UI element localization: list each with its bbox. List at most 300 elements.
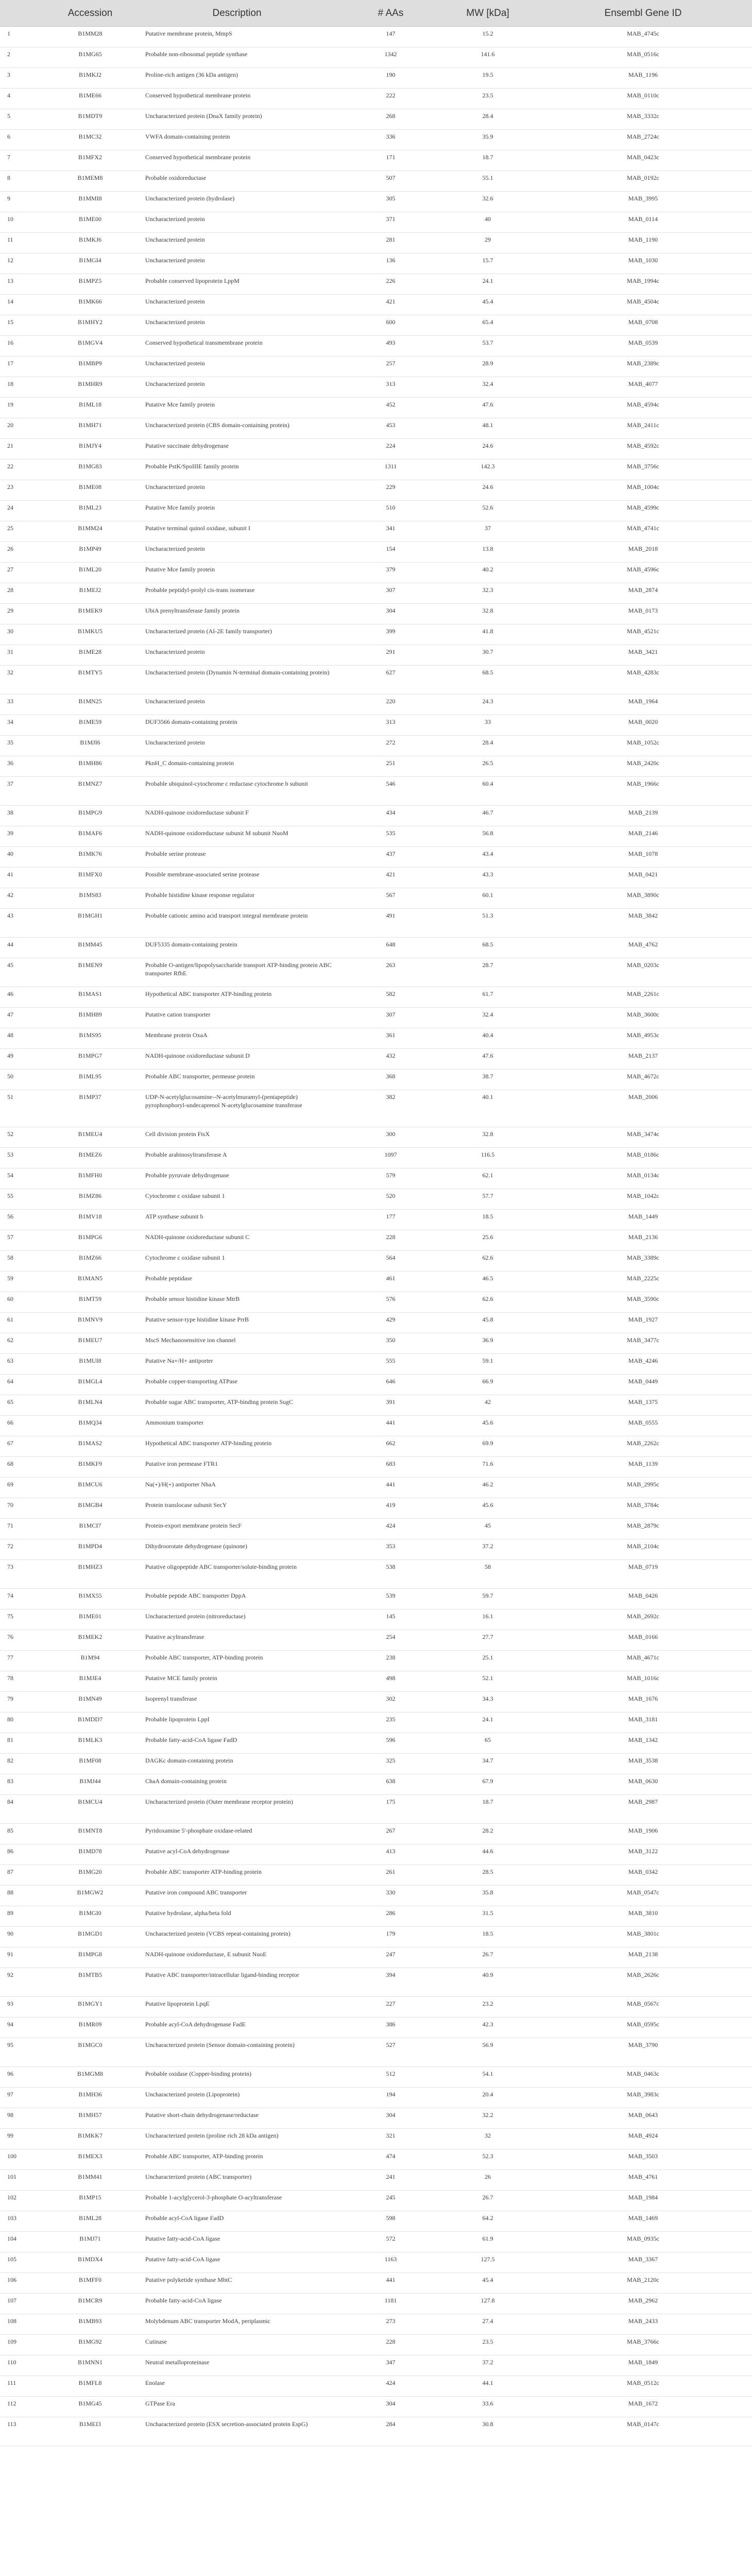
table-row xyxy=(0,1795,752,1824)
accession-cell: B1MAS1 xyxy=(46,987,134,1008)
row-index: 16 xyxy=(0,336,46,357)
description-cell: Molybdenum ABC transporter ModA, periplasmic xyxy=(134,2314,340,2335)
mw-cell: 26 xyxy=(441,2170,534,2191)
aas-cell: 261 xyxy=(340,1865,441,1886)
accession-cell: B1MEN9 xyxy=(46,958,134,987)
table-row xyxy=(0,1028,752,1049)
table-row xyxy=(0,501,752,521)
description-cell: NADH-quinone oxidoreductase subunit C xyxy=(134,1230,340,1251)
table-row xyxy=(0,2211,752,2232)
accession-cell: B1MEU4 xyxy=(46,1127,134,1148)
accession-cell: B1MAS2 xyxy=(46,1436,134,1457)
mw-cell: 34.3 xyxy=(441,1692,534,1713)
description-cell: Possible membrane-associated serine protease xyxy=(134,868,340,888)
gene-id-cell: MAB_3503 xyxy=(534,2149,752,2170)
accession-cell: B1MD78 xyxy=(46,1844,134,1865)
gene-id-cell: MAB_2136 xyxy=(534,1230,752,1251)
accession-cell: B1MP49 xyxy=(46,542,134,563)
row-index: 112 xyxy=(0,2397,46,2417)
accession-cell: B1ME59 xyxy=(46,715,134,736)
row-index: 13 xyxy=(0,274,46,295)
aas-cell: 683 xyxy=(340,1457,441,1478)
gene-id-cell: MAB_0421 xyxy=(534,868,752,888)
mw-cell: 127.5 xyxy=(441,2252,534,2273)
row-index: 53 xyxy=(0,1148,46,1168)
accession-cell: B1MZ86 xyxy=(46,1189,134,1210)
row-index: 99 xyxy=(0,2129,46,2149)
table-row xyxy=(0,1947,752,1968)
accession-cell: B1MGH1 xyxy=(46,909,134,938)
gene-id-cell: MAB_0719 xyxy=(534,1560,752,1589)
description-cell: Cell division protein FtsX xyxy=(134,1127,340,1148)
table-row xyxy=(0,1210,752,1230)
row-index: 70 xyxy=(0,1498,46,1519)
aas-cell: 1163 xyxy=(340,2252,441,2273)
row-index: 23 xyxy=(0,480,46,501)
description-cell: Probable 1-acylglycerol-3-phosphate O-acyltransferase xyxy=(134,2191,340,2211)
mw-cell: 52.1 xyxy=(441,1671,534,1692)
mw-cell: 44.1 xyxy=(441,2376,534,2397)
accession-cell: B1MGD1 xyxy=(46,1927,134,1947)
mw-cell: 62.1 xyxy=(441,1168,534,1189)
gene-id-cell: MAB_2995c xyxy=(534,1478,752,1498)
mw-cell: 32.2 xyxy=(441,2108,534,2129)
description-cell: Putative sensor-type histidine kinase PrrB xyxy=(134,1313,340,1333)
aas-cell: 662 xyxy=(340,1436,441,1457)
row-index: 104 xyxy=(0,2232,46,2252)
mw-cell: 65.4 xyxy=(441,315,534,336)
table-row xyxy=(0,1692,752,1713)
row-index: 51 xyxy=(0,1090,46,1127)
table-row xyxy=(0,624,752,645)
gene-id-cell: MAB_2225c xyxy=(534,1272,752,1292)
gene-id-cell: MAB_3756c xyxy=(534,460,752,480)
table-row xyxy=(0,694,752,715)
aas-cell: 1342 xyxy=(340,47,441,68)
accession-cell: B1MHY2 xyxy=(46,315,134,336)
mw-cell: 42.3 xyxy=(441,2018,534,2038)
gene-id-cell: MAB_4521c xyxy=(534,624,752,645)
aas-cell: 136 xyxy=(340,253,441,274)
accession-cell: B1MFL8 xyxy=(46,2376,134,2397)
description-cell: Uncharacterized protein xyxy=(134,315,340,336)
accession-cell: B1MNT8 xyxy=(46,1824,134,1844)
aas-cell: 281 xyxy=(340,233,441,253)
table-row xyxy=(0,212,752,233)
table-row xyxy=(0,756,752,777)
row-index: 97 xyxy=(0,2088,46,2108)
aas-cell: 353 xyxy=(340,1539,441,1560)
row-index: 71 xyxy=(0,1519,46,1539)
mw-cell: 44.6 xyxy=(441,1844,534,1865)
mw-cell: 32.4 xyxy=(441,377,534,398)
table-row xyxy=(0,736,752,756)
description-cell: Putative iron permease FTR1 xyxy=(134,1457,340,1478)
row-index: 28 xyxy=(0,583,46,604)
description-cell: UbiA prenyltransferase family protein xyxy=(134,604,340,624)
gene-id-cell: MAB_0516c xyxy=(534,47,752,68)
gene-id-cell: MAB_4592c xyxy=(534,439,752,460)
header-gene-id: Ensembl Gene ID xyxy=(534,0,752,27)
table-row xyxy=(0,1272,752,1292)
table-row xyxy=(0,563,752,583)
row-index: 62 xyxy=(0,1333,46,1354)
description-cell: Putative Na+/H+ antiporter xyxy=(134,1354,340,1375)
aas-cell: 229 xyxy=(340,480,441,501)
gene-id-cell: MAB_1375 xyxy=(534,1395,752,1416)
table-header xyxy=(0,0,752,27)
mw-cell: 28.5 xyxy=(441,1865,534,1886)
gene-id-cell: MAB_1016c xyxy=(534,1671,752,1692)
description-cell: Uncharacterized protein xyxy=(134,542,340,563)
aas-cell: 638 xyxy=(340,1774,441,1795)
table-row xyxy=(0,171,752,192)
accession-cell: B1MFF0 xyxy=(46,2273,134,2294)
mw-cell: 15.7 xyxy=(441,253,534,274)
table-row xyxy=(0,2376,752,2397)
aas-cell: 368 xyxy=(340,1070,441,1090)
description-cell: Uncharacterized protein (ESX secretion-associated protein EspG) xyxy=(134,2417,340,2446)
table-row xyxy=(0,521,752,542)
table-row xyxy=(0,1927,752,1947)
description-cell: Isoprenyl transferase xyxy=(134,1692,340,1713)
table-row xyxy=(0,89,752,109)
description-cell: Putative oligopeptide ABC transporter/solute-binding protein xyxy=(134,1560,340,1589)
accession-cell: B1ME01 xyxy=(46,1609,134,1630)
description-cell: Ammonium transporter xyxy=(134,1416,340,1436)
mw-cell: 24.1 xyxy=(441,1713,534,1733)
gene-id-cell: MAB_4671c xyxy=(534,1651,752,1671)
description-cell: Probable cationic amino acid transport integral membrane protein xyxy=(134,909,340,938)
gene-id-cell: MAB_3766c xyxy=(534,2335,752,2355)
aas-cell: 441 xyxy=(340,1416,441,1436)
mw-cell: 28.9 xyxy=(441,357,534,377)
accession-cell: B1MN25 xyxy=(46,694,134,715)
mw-cell: 59.7 xyxy=(441,1589,534,1609)
row-index: 108 xyxy=(0,2314,46,2335)
mw-cell: 32.8 xyxy=(441,1127,534,1148)
aas-cell: 421 xyxy=(340,295,441,315)
row-index: 14 xyxy=(0,295,46,315)
mw-cell: 54.1 xyxy=(441,2067,534,2088)
description-cell: Putative fatty-acid-CoA ligase xyxy=(134,2232,340,2252)
table-row xyxy=(0,2273,752,2294)
row-index: 42 xyxy=(0,888,46,909)
gene-id-cell: MAB_0114 xyxy=(534,212,752,233)
aas-cell: 245 xyxy=(340,2191,441,2211)
row-index: 44 xyxy=(0,938,46,958)
mw-cell: 30.7 xyxy=(441,645,534,666)
aas-cell: 222 xyxy=(340,89,441,109)
gene-id-cell: MAB_0166 xyxy=(534,1630,752,1651)
accession-cell: B1MH36 xyxy=(46,2088,134,2108)
table-row xyxy=(0,2149,752,2170)
gene-id-cell: MAB_2104c xyxy=(534,1539,752,1560)
aas-cell: 432 xyxy=(340,1049,441,1070)
gene-id-cell: MAB_4672c xyxy=(534,1070,752,1090)
accession-cell: B1MEK2 xyxy=(46,1630,134,1651)
description-cell: Probable peptidyl-prolyl cis-trans isomerase xyxy=(134,583,340,604)
description-cell: Neutral metalloproteinase xyxy=(134,2355,340,2376)
row-index: 59 xyxy=(0,1272,46,1292)
table-row xyxy=(0,1313,752,1333)
row-index: 89 xyxy=(0,1906,46,1927)
table-row xyxy=(0,1354,752,1375)
gene-id-cell: MAB_2137 xyxy=(534,1049,752,1070)
row-index: 46 xyxy=(0,987,46,1008)
gene-id-cell: MAB_2006 xyxy=(534,1090,752,1127)
aas-cell: 382 xyxy=(340,1090,441,1127)
accession-cell: B1MT59 xyxy=(46,1292,134,1313)
row-index: 37 xyxy=(0,777,46,806)
row-index: 3 xyxy=(0,68,46,89)
gene-id-cell: MAB_1342 xyxy=(534,1733,752,1754)
accession-cell: B1MKU5 xyxy=(46,624,134,645)
table-row xyxy=(0,150,752,171)
table-row xyxy=(0,2397,752,2417)
row-index: 102 xyxy=(0,2191,46,2211)
accession-cell: B1MHR9 xyxy=(46,377,134,398)
description-cell: Probable sugar ABC transporter, ATP-binding protein SugC xyxy=(134,1395,340,1416)
row-index: 58 xyxy=(0,1251,46,1272)
description-cell: Conserved hypothetical membrane protein xyxy=(134,89,340,109)
mw-cell: 68.5 xyxy=(441,666,534,694)
table-row xyxy=(0,1997,752,2018)
mw-cell: 56.8 xyxy=(441,826,534,847)
gene-id-cell: MAB_2420c xyxy=(534,756,752,777)
accession-cell: B1MDT9 xyxy=(46,109,134,130)
table-row xyxy=(0,377,752,398)
aas-cell: 226 xyxy=(340,274,441,295)
mw-cell: 24.3 xyxy=(441,694,534,715)
mw-cell: 45 xyxy=(441,1519,534,1539)
aas-cell: 147 xyxy=(340,27,441,47)
row-index: 4 xyxy=(0,89,46,109)
row-index: 88 xyxy=(0,1886,46,1906)
row-index: 84 xyxy=(0,1795,46,1824)
aas-cell: 452 xyxy=(340,398,441,418)
mw-cell: 24.6 xyxy=(441,439,534,460)
mw-cell: 28.4 xyxy=(441,109,534,130)
mw-cell: 67.9 xyxy=(441,1774,534,1795)
description-cell: Hypothetical ABC transporter ATP-binding protein xyxy=(134,1436,340,1457)
row-index: 25 xyxy=(0,521,46,542)
accession-cell: B1MKJ2 xyxy=(46,68,134,89)
mw-cell: 142.3 xyxy=(441,460,534,480)
description-cell: Probable histidine kinase response regulator xyxy=(134,888,340,909)
mw-cell: 28.2 xyxy=(441,1824,534,1844)
gene-id-cell: MAB_3538 xyxy=(534,1754,752,1774)
mw-cell: 32.8 xyxy=(441,604,534,624)
aas-cell: 307 xyxy=(340,583,441,604)
accession-cell: B1MN49 xyxy=(46,1692,134,1713)
gene-id-cell: MAB_1004c xyxy=(534,480,752,501)
accession-cell: B1MEM8 xyxy=(46,171,134,192)
description-cell: Putative short-chain dehydrogenase/reductase xyxy=(134,2108,340,2129)
gene-id-cell: MAB_0935c xyxy=(534,2232,752,2252)
accession-cell: B1MR09 xyxy=(46,2018,134,2038)
accession-cell: B1MX55 xyxy=(46,1589,134,1609)
accession-cell: B1MG83 xyxy=(46,460,134,480)
description-cell: Membrane protein OxaA xyxy=(134,1028,340,1049)
gene-id-cell: MAB_3784c xyxy=(534,1498,752,1519)
gene-id-cell: MAB_2874 xyxy=(534,583,752,604)
gene-id-cell: MAB_3332c xyxy=(534,109,752,130)
description-cell: Putative Mce family protein xyxy=(134,563,340,583)
table-row xyxy=(0,1906,752,1927)
aas-cell: 434 xyxy=(340,806,441,826)
accession-cell: B1MGV4 xyxy=(46,336,134,357)
accession-cell: B1MM28 xyxy=(46,27,134,47)
description-cell: Uncharacterized protein (DnaX family protein) xyxy=(134,109,340,130)
description-cell: GTPase Era xyxy=(134,2397,340,2417)
table-row xyxy=(0,1395,752,1416)
accession-cell: B1MG20 xyxy=(46,1865,134,1886)
row-index: 48 xyxy=(0,1028,46,1049)
row-index: 78 xyxy=(0,1671,46,1692)
mw-cell: 37.2 xyxy=(441,1539,534,1560)
accession-cell: B1MNN1 xyxy=(46,2355,134,2376)
description-cell: DUF5335 domain-containing protein xyxy=(134,938,340,958)
aas-cell: 567 xyxy=(340,888,441,909)
gene-id-cell: MAB_2138 xyxy=(534,1947,752,1968)
accession-cell: B1MB93 xyxy=(46,2314,134,2335)
gene-id-cell: MAB_1849 xyxy=(534,2355,752,2376)
gene-id-cell: MAB_0110c xyxy=(534,89,752,109)
accession-cell: B1MUI8 xyxy=(46,1354,134,1375)
mw-cell: 25.1 xyxy=(441,1651,534,1671)
description-cell: Probable conserved lipoprotein LppM xyxy=(134,274,340,295)
accession-cell: B1M94 xyxy=(46,1651,134,1671)
aas-cell: 273 xyxy=(340,2314,441,2335)
accession-cell: B1MK76 xyxy=(46,847,134,868)
mw-cell: 24.6 xyxy=(441,480,534,501)
table-row xyxy=(0,542,752,563)
accession-cell: B1MFX2 xyxy=(46,150,134,171)
mw-cell: 33 xyxy=(441,715,534,736)
table-row xyxy=(0,1865,752,1886)
row-index: 110 xyxy=(0,2355,46,2376)
table-row xyxy=(0,1070,752,1090)
gene-id-cell: MAB_0708 xyxy=(534,315,752,336)
mw-cell: 29 xyxy=(441,233,534,253)
accession-cell: B1MGI0 xyxy=(46,1906,134,1927)
description-cell: Probable ABC transporter, permease protein xyxy=(134,1070,340,1090)
description-cell: ChaA domain-containing protein xyxy=(134,1774,340,1795)
aas-cell: 179 xyxy=(340,1927,441,1947)
accession-cell: B1MEZ6 xyxy=(46,1148,134,1168)
mw-cell: 51.3 xyxy=(441,909,534,938)
description-cell: NADH-quinone oxidoreductase subunit D xyxy=(134,1049,340,1070)
accession-cell: B1MGC0 xyxy=(46,2038,134,2067)
accession-cell: B1MM45 xyxy=(46,938,134,958)
table-body xyxy=(0,27,752,2446)
aas-cell: 304 xyxy=(340,604,441,624)
aas-cell: 286 xyxy=(340,1906,441,1927)
description-cell: Probable O-antigen/lipopolysaccharide transport ATP-binding protein ABC transporter RfbE xyxy=(134,958,340,987)
mw-cell: 127.8 xyxy=(441,2294,534,2314)
accession-cell: B1MH71 xyxy=(46,418,134,439)
gene-id-cell: MAB_1994c xyxy=(534,274,752,295)
table-row xyxy=(0,2067,752,2088)
description-cell: Putative Mce family protein xyxy=(134,501,340,521)
aas-cell: 598 xyxy=(340,2211,441,2232)
mw-cell: 15.2 xyxy=(441,27,534,47)
description-cell: Cytochrome c oxidase subunit 1 xyxy=(134,1189,340,1210)
row-index: 49 xyxy=(0,1049,46,1070)
row-index: 60 xyxy=(0,1292,46,1313)
gene-id-cell: MAB_0643 xyxy=(534,2108,752,2129)
aas-cell: 646 xyxy=(340,1375,441,1395)
gene-id-cell: MAB_4077 xyxy=(534,377,752,398)
table-row xyxy=(0,868,752,888)
row-index: 50 xyxy=(0,1070,46,1090)
table-row xyxy=(0,1251,752,1272)
aas-cell: 171 xyxy=(340,150,441,171)
gene-id-cell: MAB_0463c xyxy=(534,2067,752,2088)
accession-cell: B1ME28 xyxy=(46,645,134,666)
mw-cell: 41.8 xyxy=(441,624,534,645)
table-row xyxy=(0,847,752,868)
aas-cell: 300 xyxy=(340,1127,441,1148)
mw-cell: 46.2 xyxy=(441,1478,534,1498)
accession-cell: B1MEK9 xyxy=(46,604,134,624)
accession-cell: B1MAF6 xyxy=(46,826,134,847)
description-cell: Putative MCE family protein xyxy=(134,1671,340,1692)
mw-cell: 30.8 xyxy=(441,2417,534,2446)
accession-cell: B1MDX4 xyxy=(46,2252,134,2273)
row-index: 1 xyxy=(0,27,46,47)
mw-cell: 25.6 xyxy=(441,1230,534,1251)
description-cell: Probable PstK/SpoIIIE family protein xyxy=(134,460,340,480)
row-index: 63 xyxy=(0,1354,46,1375)
gene-id-cell: MAB_4953c xyxy=(534,1028,752,1049)
table-row xyxy=(0,1519,752,1539)
aas-cell: 254 xyxy=(340,1630,441,1651)
table-row xyxy=(0,806,752,826)
aas-cell: 493 xyxy=(340,336,441,357)
gene-id-cell: MAB_2987 xyxy=(534,1795,752,1824)
accession-cell: B1MCU4 xyxy=(46,1795,134,1824)
description-cell: Uncharacterized protein (Outer membrane receptor protein) xyxy=(134,1795,340,1824)
table-row xyxy=(0,2335,752,2355)
table-row xyxy=(0,1539,752,1560)
table-row xyxy=(0,274,752,295)
gene-id-cell: MAB_1676 xyxy=(534,1692,752,1713)
gene-id-cell: MAB_1966c xyxy=(534,777,752,806)
mw-cell: 26.7 xyxy=(441,1947,534,1968)
accession-cell: B1MAN5 xyxy=(46,1272,134,1292)
table-row xyxy=(0,2170,752,2191)
mw-cell: 23.5 xyxy=(441,2335,534,2355)
gene-id-cell: MAB_3389c xyxy=(534,1251,752,1272)
mw-cell: 60.4 xyxy=(441,777,534,806)
accession-cell: B1MJ71 xyxy=(46,2232,134,2252)
aas-cell: 267 xyxy=(340,1824,441,1844)
table-row xyxy=(0,1478,752,1498)
row-index: 95 xyxy=(0,2038,46,2067)
description-cell: Uncharacterized protein (AI-2E family transporter) xyxy=(134,624,340,645)
description-cell: Uncharacterized protein xyxy=(134,377,340,398)
accession-cell: B1ML20 xyxy=(46,563,134,583)
accession-cell: B1MEU7 xyxy=(46,1333,134,1354)
table-row xyxy=(0,398,752,418)
description-cell: Pyridoxamine 5'-phosphate oxidase-related xyxy=(134,1824,340,1844)
mw-cell: 27.7 xyxy=(441,1630,534,1651)
row-index: 86 xyxy=(0,1844,46,1865)
mw-cell: 18.5 xyxy=(441,1927,534,1947)
aas-cell: 220 xyxy=(340,694,441,715)
